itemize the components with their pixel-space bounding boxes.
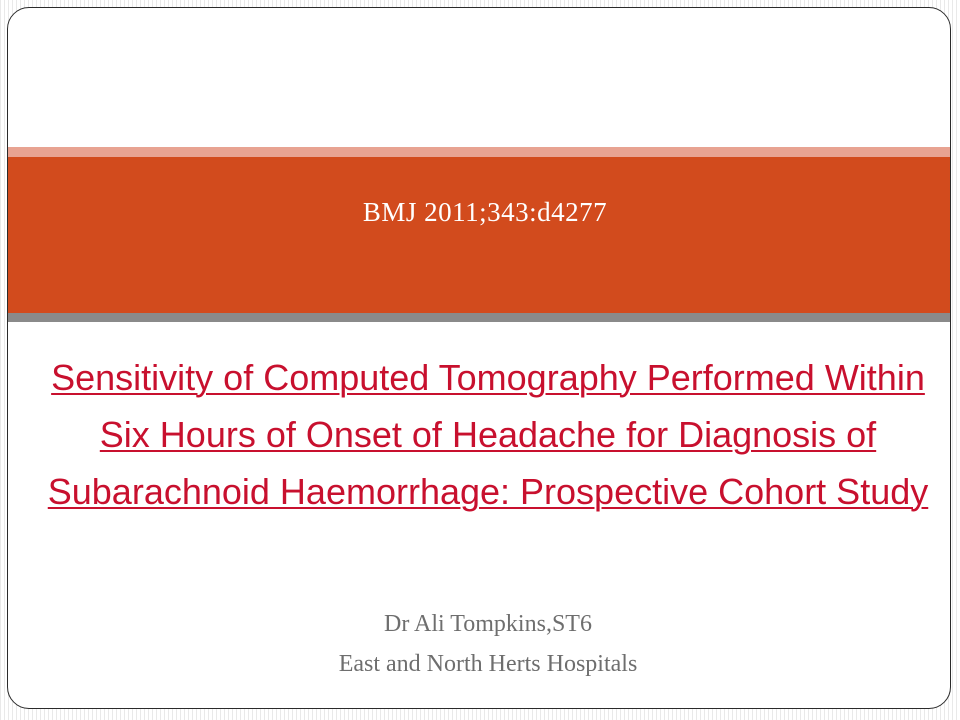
author-block xyxy=(8,604,951,684)
accent-band xyxy=(8,157,950,313)
reference-subtitle: BMJ 2011;343:d4277 xyxy=(362,197,608,227)
author-affiliation: East and North Herts Hospitals xyxy=(338,651,638,677)
title-link[interactable]: Sensitivity of Computed Tomography Performed Within Six Hours of Onset of Headache for Diagnosis of Subarachnoid Haemorrhage: Prospective Cohort Study xyxy=(47,357,929,512)
slide-frame xyxy=(7,7,951,709)
author-name: Dr Ali Tompkins,ST6 xyxy=(384,611,592,637)
accent-band-top xyxy=(8,147,950,157)
accent-band-bottom xyxy=(8,313,950,322)
